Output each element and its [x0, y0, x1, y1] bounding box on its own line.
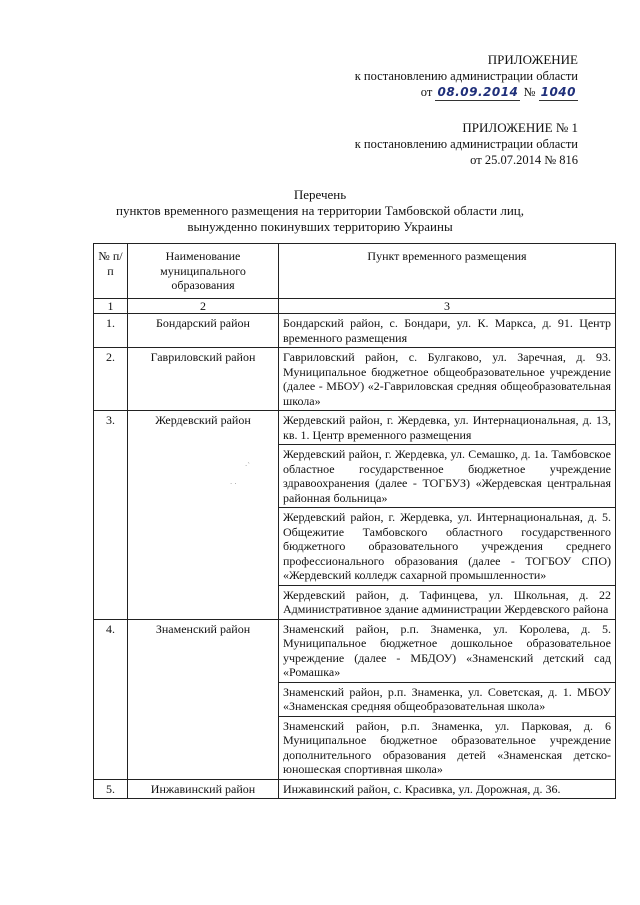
municipality-cell: Гавриловский район	[128, 348, 279, 411]
title-line-2: пунктов временного размещения на территории Тамбовской области лиц,	[115, 203, 524, 218]
table-row	[94, 411, 616, 445]
placement-point-cell: Знаменский район, р.п. Знаменка, ул. Королева, д. 5. Муниципальное бюджетное дошкольное образовательное учреждение (далее - МБДОУ) «Знаменский детский сад «Ромашка»	[279, 619, 616, 682]
scan-mark: · ·	[230, 480, 237, 488]
table-row	[94, 619, 616, 682]
title-line-3: вынужденно покинувших территорию Украины	[187, 219, 453, 234]
title-line-1: Перечень	[293, 187, 347, 202]
table-row	[94, 779, 616, 799]
header-point: Пункт временного размещения	[279, 244, 616, 299]
document-title	[0, 187, 640, 235]
appendix1-title: ПРИЛОЖЕНИЕ № 1	[462, 120, 578, 135]
handwritten-number: 1040	[540, 85, 576, 99]
municipality-cell: Бондарский район	[128, 314, 279, 348]
column-index-row	[94, 298, 616, 314]
placement-point-cell: Бондарский район, с. Бондари, ул. К. Маркса, д. 91. Центр временного размещения	[279, 314, 616, 348]
table-row	[94, 348, 616, 411]
row-number: 4.	[94, 619, 128, 779]
placement-table	[93, 243, 616, 799]
index-cell: 1	[94, 298, 128, 314]
appendix1-date-line: от 25.07.2014 № 816	[470, 153, 578, 167]
appendix-title: ПРИЛОЖЕНИЕ	[487, 52, 578, 67]
placement-point-cell: Гавриловский район, с. Булгаково, ул. Заречная, д. 93. Муниципальное бюджетное общеобразовательное учреждение (далее - МБОУ) «2-Гавриловская средняя общеобразовательная школа»	[279, 348, 616, 411]
index-cell: 2	[128, 298, 279, 314]
placement-point-cell: Жердевский район, г. Жердевка, ул. Семашко, д. 1а. Тамбовское областное государственное бюджетное учреждение здравоохранения (далее - ТОГБУЗ) «Жердевская центральная районная больница»	[279, 445, 616, 508]
appendix-line: к постановлению администрации области	[354, 69, 578, 83]
scan-mark: ·ˋ	[245, 462, 251, 470]
municipality-cell: Знаменский район	[128, 619, 279, 779]
row-number: 5.	[94, 779, 128, 799]
handwritten-date: 08.09.2014	[437, 85, 519, 99]
appendix-date-line	[355, 84, 578, 101]
row-number: 3.	[94, 411, 128, 620]
row-number: 2.	[94, 348, 128, 411]
placement-point-cell: Жердевский район, г. Жердевка, ул. Интернациональная, д. 13, кв. 1. Центр временного размещения	[279, 411, 616, 445]
placement-point-cell: Знаменский район, р.п. Знаменка, ул. Советская, д. 1. МБОУ «Знаменская средняя общеобразовательная школа»	[279, 682, 616, 716]
placement-point-cell: Инжавинский район, с. Красивка, ул. Дорожная, д. 36.	[279, 779, 616, 799]
municipality-cell: Инжавинский район	[128, 779, 279, 799]
header-municipality: Наименование муниципального образования	[128, 244, 279, 299]
placement-point-cell: Жердевский район, г. Жердевка, ул. Интернациональная, д. 5. Общежитие Тамбовского областного государственного бюджетного образовательного учреждения среднего профессионального образования (далее - ТОГБОУ СПО) «Жердевский колледж сахарной промышленности»	[279, 508, 616, 586]
placement-point-cell: Знаменский район, р.п. Знаменка, ул. Парковая, д. 6 Муниципальное бюджетное образовательное учреждение дополнительного образования детей «Знаменская детско-юношеская спортивная школа»	[279, 716, 616, 779]
table-row	[94, 314, 616, 348]
header-num: № п/п	[94, 244, 128, 299]
appendix1-header	[355, 120, 578, 168]
municipality-cell: Жердевский район	[128, 411, 279, 620]
placement-point-cell: Жердевский район, д. Тафинцева, ул. Школьная, д. 22 Административное здание администрации Жердевского района	[279, 585, 616, 619]
table-header-row	[94, 244, 616, 299]
number-prefix: №	[523, 85, 536, 99]
appendix1-line: к постановлению администрации области	[354, 137, 578, 151]
row-number: 1.	[94, 314, 128, 348]
index-cell: 3	[279, 298, 616, 314]
appendix-header	[355, 52, 578, 101]
date-prefix: от	[420, 85, 433, 99]
